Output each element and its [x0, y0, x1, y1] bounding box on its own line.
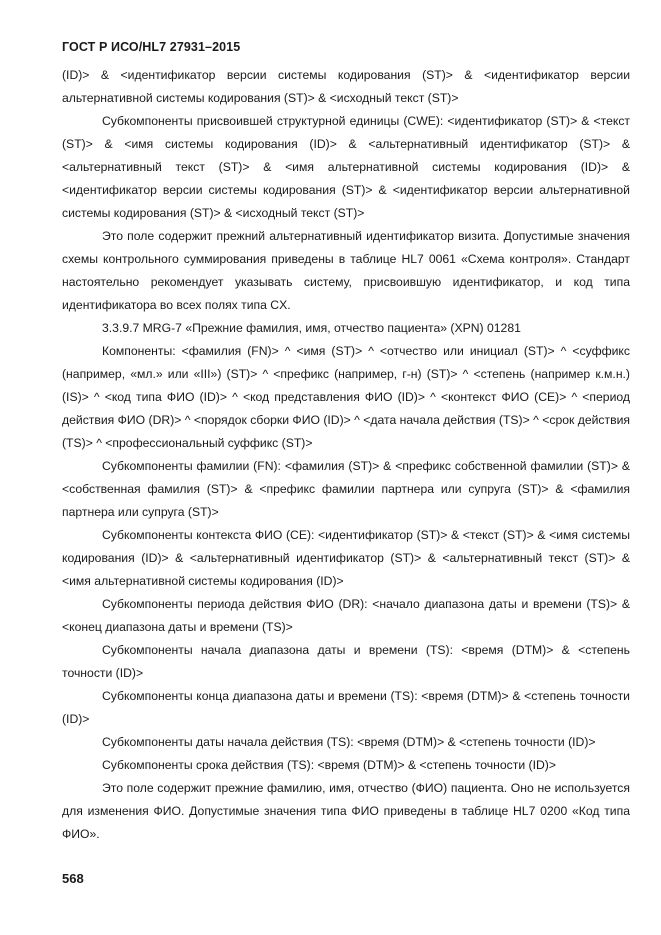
paragraph: Субкомпоненты начала диапазона даты и времени (TS): <время (DTM)> & <степень точности (ID)>	[62, 643, 630, 680]
document-body	[62, 64, 630, 846]
paragraph: Субкомпоненты контекста ФИО (CE): <идентификатор (ST)> & <текст (ST)> & <имя системы кодирования (ID)> & <альтернативный идентификатор (ST)> & <альтернативный текст (ST)> & <имя альтернативной системы кодирования (ID)>	[62, 528, 630, 588]
paragraph: Компоненты: <фамилия (FN)> ^ <имя (ST)> ^ <отчество или инициал (ST)> ^ <суффикс (например, «мл.» или «III») (ST)> ^ <префикс (например, г-н) (ST)> ^ <степень (например к.м.н.) (IS)> ^ <код типа ФИО (ID)> ^ <код представления ФИО (ID)> ^ <контекст ФИО (CE)> ^ <период действия ФИО (DR)> ^ <порядок сборки ФИО (ID)> ^ <дата начала действия (TS)> ^ <срок действия (TS)> ^ <профессиональный суффикс (ST)>	[62, 344, 630, 450]
page-header-standard: ГОСТ Р ИСО/HL7 27931–2015	[62, 40, 241, 54]
paragraph: Субкомпоненты срока действия (TS): <время (DTM)> & <степень точности (ID)>	[102, 758, 556, 772]
paragraph: Субкомпоненты фамилии (FN): <фамилия (ST)> & <префикс собственной фамилии (ST)> & <собственная фамилия (ST)> & <префикс фамилии партнера или супруга (ST)> & <фамилия партнера или супруга (ST)>	[62, 459, 630, 519]
page-number: 568	[62, 871, 84, 886]
paragraph: Субкомпоненты даты начала действия (TS): <время (DTM)> & <степень точности (ID)>	[102, 735, 596, 749]
document-page	[62, 40, 630, 846]
paragraph: Субкомпоненты присвоившей структурной единицы (CWE): <идентификатор (ST)> & <текст (ST)> & <имя системы кодирования (ID)> & <альтернативный идентификатор (ST)> & <альтернативный текст (ST)> & <имя альтернативной системы кодирования (ID)> & <идентификатор версии системы кодирования (ST)> & <идентификатор версии альтернативной системы кодирования (ST)> & <исходный текст (ST)>	[62, 114, 630, 220]
paragraph: Субкомпоненты конца диапазона даты и времени (TS): <время (DTM)> & <степень точности (ID)>	[62, 689, 630, 726]
paragraph: Субкомпоненты периода действия ФИО (DR): <начало диапазона даты и времени (TS)> & <конец диапазона даты и времени (TS)>	[62, 597, 630, 634]
paragraph-continuation: (ID)> & <идентификатор версии системы кодирования (ST)> & <идентификатор версии альтернативной системы кодирования (ST)> & <исходный текст (ST)>	[62, 68, 630, 105]
section-heading: 3.3.9.7 MRG-7 «Прежние фамилия, имя, отчество пациента» (XPN) 01281	[102, 321, 521, 335]
paragraph: Это поле содержит прежний альтернативный идентификатор визита. Допустимые значения схемы контрольного суммирования приведены в таблице HL7 0061 «Схема контроля». Стандарт настоятельно рекомендует указывать систему, присвоившую идентификатор, и код типа идентификатора во всех полях типа CX.	[62, 229, 630, 312]
paragraph: Это поле содержит прежние фамилию, имя, отчество (ФИО) пациента. Оно не используется для изменения ФИО. Допустимые значения типа ФИО приведены в таблице HL7 0200 «Код типа ФИО».	[62, 781, 630, 841]
